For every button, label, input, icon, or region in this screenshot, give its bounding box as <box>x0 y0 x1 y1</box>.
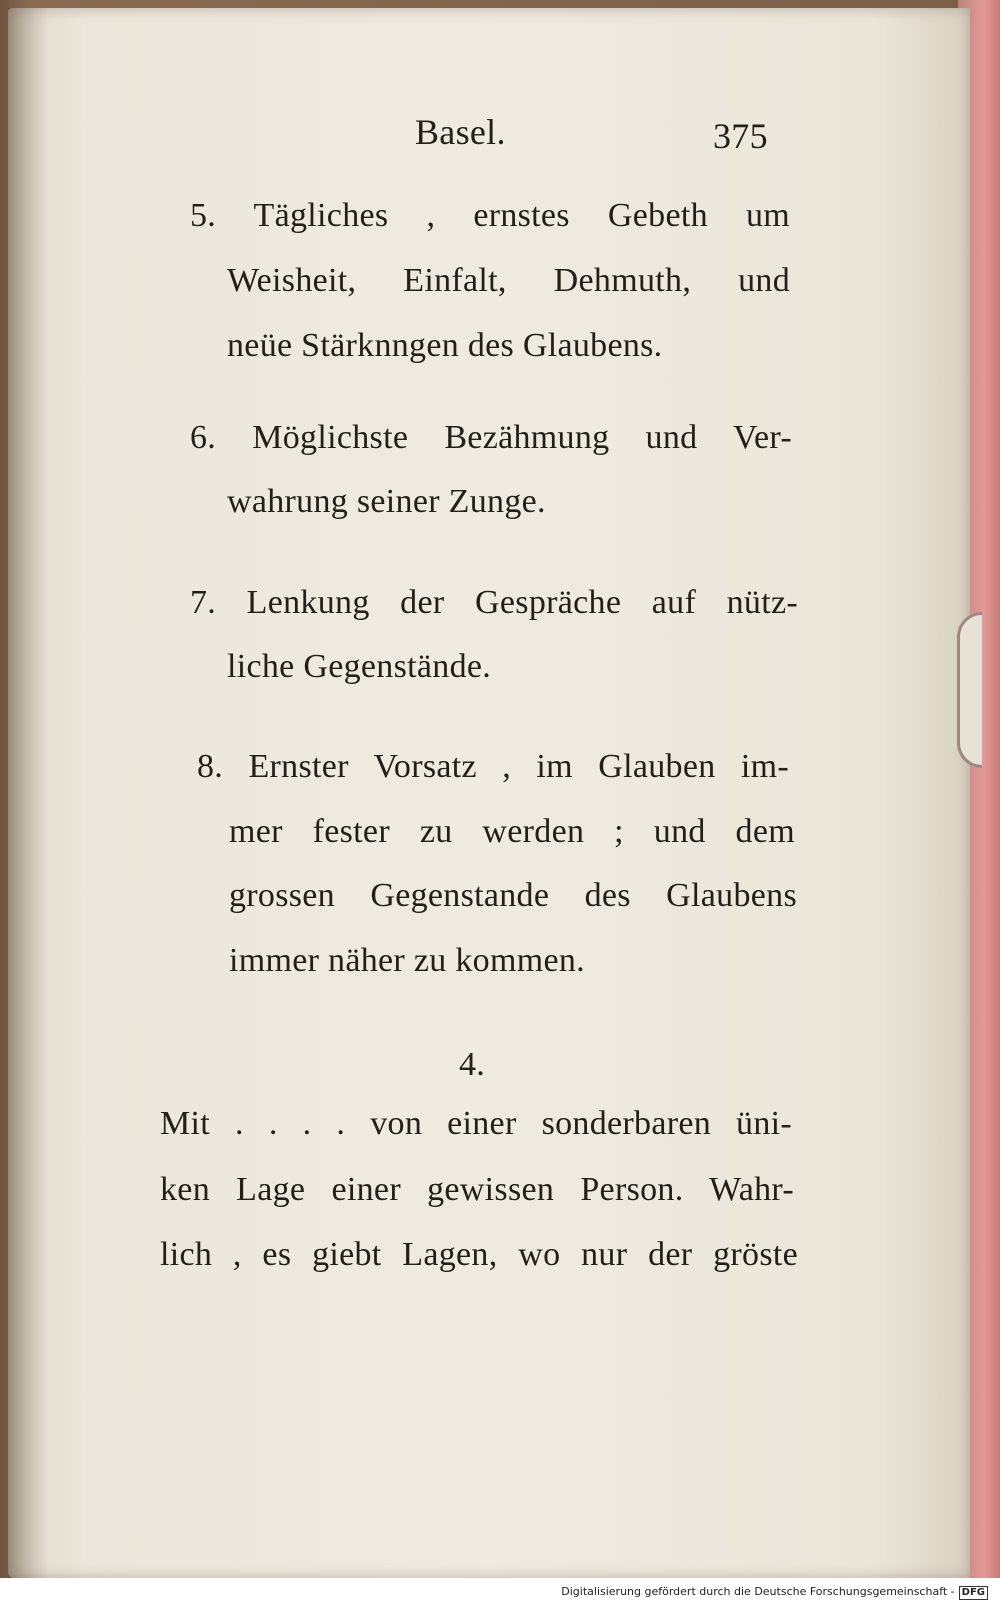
running-header: Basel. <box>415 112 506 152</box>
text-line: Mit . . . . von einer sonderbaren üni- <box>160 1105 792 1142</box>
text-line: 8. Ernster Vorsatz , im Glauben im- <box>197 748 789 785</box>
dfg-logo-icon: DFG <box>959 1586 988 1600</box>
text-line: neüe Stärknngen des Glaubens. <box>227 327 663 364</box>
text-line: 6. Möglichste Bezähmung und Ver- <box>190 419 792 456</box>
text-line: 7. Lenkung der Gespräche auf nütz- <box>190 584 798 621</box>
text-line: wahrung seiner Zunge. <box>227 483 546 520</box>
text-line: Weisheit, Einfalt, Dehmuth, und <box>227 262 790 299</box>
page-number: 375 <box>713 116 768 156</box>
text-line: mer fester zu werden ; und dem <box>229 813 795 850</box>
text-line: 5. Tägliches , ernstes Gebeth um <box>190 197 790 234</box>
text-line: lich , es giebt Lagen, wo nur der gröste <box>160 1236 798 1273</box>
text-line: grossen Gegenstande des Glaubens <box>229 877 797 914</box>
text-line: ken Lage einer gewissen Person. Wahr- <box>160 1171 794 1208</box>
text-line: liche Gegenstände. <box>227 648 492 685</box>
section-number: 4. <box>459 1046 486 1083</box>
digitization-credit <box>561 1585 988 1600</box>
credit-text: Digitalisierung gefördert durch die Deutsche Forschungsgemeinschaft - <box>561 1585 955 1598</box>
text-line: immer näher zu kommen. <box>229 942 585 979</box>
